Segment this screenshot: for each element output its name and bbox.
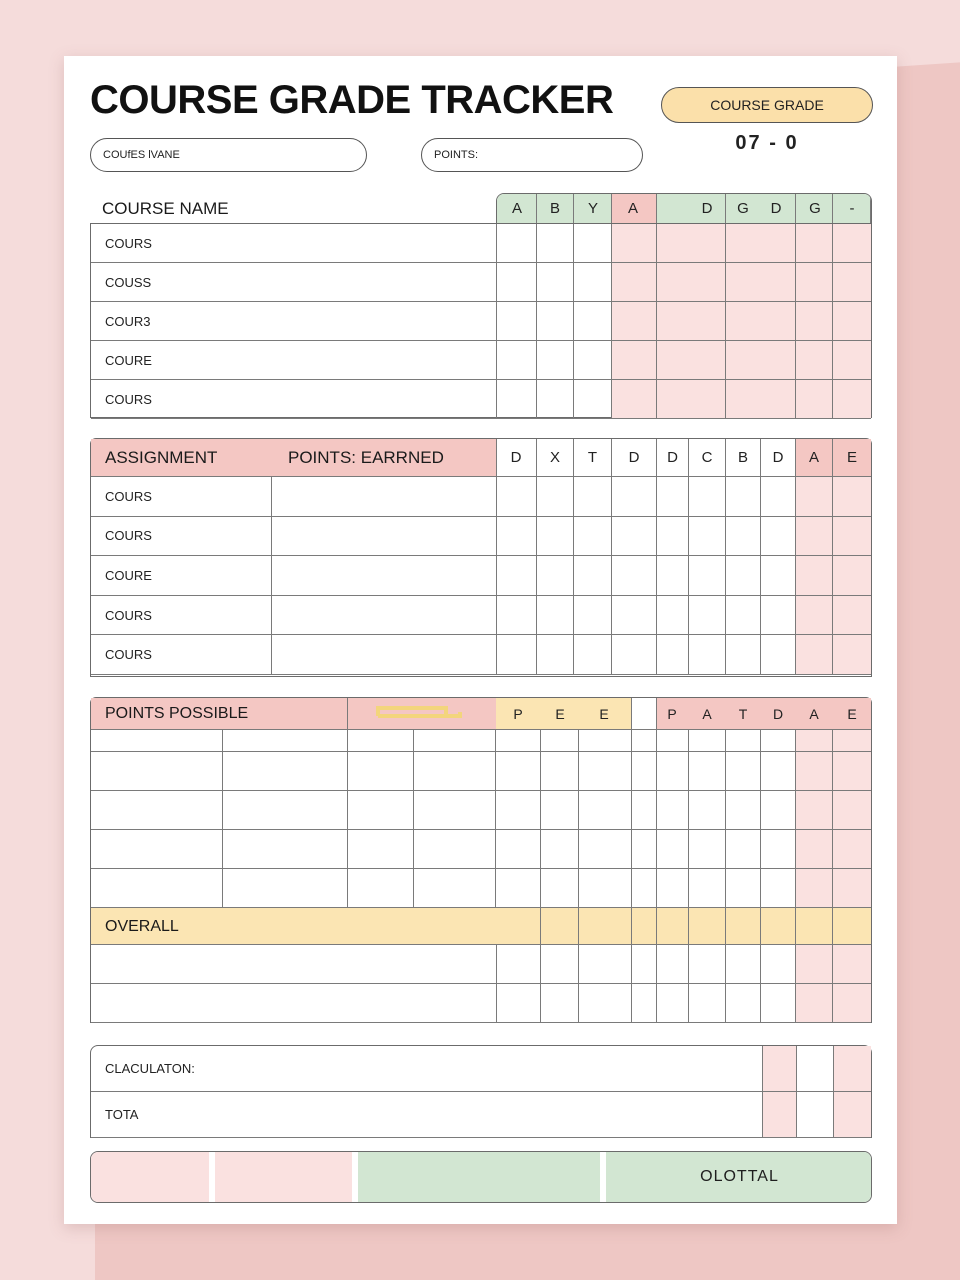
overall-detail-row-grade-cell[interactable] <box>726 945 761 984</box>
points-row-cell[interactable] <box>348 791 414 830</box>
calculation-cell[interactable] <box>763 1046 797 1092</box>
points-row-cell[interactable] <box>414 830 496 869</box>
course-grade-cell[interactable] <box>574 263 612 302</box>
assignment-column-header: E <box>833 439 871 477</box>
overall-grade-cell <box>796 908 833 945</box>
points-row-grade-cell[interactable] <box>657 752 689 791</box>
assignment-column-header: X <box>537 439 574 477</box>
points-column-header: P <box>513 706 523 722</box>
points-row-grade-cell[interactable] <box>657 791 689 830</box>
course-grade-cell[interactable] <box>726 341 796 380</box>
points-column-header: P <box>667 706 677 722</box>
points-subheader-cell[interactable] <box>348 730 414 752</box>
course-grade-cell[interactable] <box>574 380 612 419</box>
assignment-grade-cell[interactable] <box>496 517 537 557</box>
calculation-cell[interactable] <box>834 1046 871 1092</box>
total-cell[interactable] <box>834 1092 871 1138</box>
assignment-grade-cell[interactable] <box>761 477 796 517</box>
course-grade-cell[interactable] <box>612 263 657 302</box>
points-subheader-grade-cell[interactable] <box>657 730 689 752</box>
points-row-grade-cell[interactable] <box>632 752 657 791</box>
assignment-row-name[interactable]: COURS <box>91 596 272 636</box>
assignment-grade-cell[interactable] <box>689 517 726 557</box>
overall-grade-cell <box>726 908 761 945</box>
course-column-header: Y <box>587 200 598 217</box>
assignment-grade-cell[interactable] <box>574 556 612 596</box>
points-row-grade-cell[interactable] <box>541 869 579 908</box>
points-column-header: T <box>738 706 748 722</box>
course-grade-value: 07 - 0 <box>735 132 799 154</box>
assignment-grade-cell[interactable] <box>761 517 796 557</box>
assignment-points-cell[interactable] <box>272 556 497 596</box>
course-column-header: A <box>627 200 638 217</box>
assignment-grade-cell[interactable] <box>537 517 574 557</box>
points-column-header: E <box>555 706 565 722</box>
assignment-points-cell[interactable] <box>272 635 497 675</box>
overall-detail-row-grade-cell[interactable] <box>833 945 871 984</box>
points-subheader-grade-cell[interactable] <box>579 730 632 752</box>
points-column-header: A <box>702 706 712 722</box>
course-row-name[interactable]: COURE <box>91 341 497 380</box>
course-column-header: A <box>511 200 522 217</box>
points-row-grade-cell[interactable] <box>579 830 632 869</box>
course-grade-cell[interactable] <box>496 224 537 263</box>
assignment-grade-cell[interactable] <box>833 635 871 675</box>
course-grade-cell[interactable] <box>612 224 657 263</box>
course-grade-cell[interactable] <box>574 302 612 341</box>
overall-grade-cell <box>657 908 689 945</box>
assignment-grade-cell[interactable] <box>612 635 657 675</box>
overall-grade-cell <box>689 908 726 945</box>
assignment-grade-cell[interactable] <box>761 596 796 636</box>
footer-total-label: OLOTTAL <box>700 1168 779 1185</box>
points-row-cell[interactable] <box>91 869 223 908</box>
assignment-table <box>90 438 872 677</box>
assignment-grade-cell[interactable] <box>761 556 796 596</box>
assignment-column-header: D <box>761 439 796 477</box>
overall-detail-row-grade-cell[interactable] <box>579 984 632 1023</box>
points-row-grade-cell[interactable] <box>689 830 726 869</box>
assignment-grade-cell[interactable] <box>496 477 537 517</box>
assignment-grade-cell[interactable] <box>657 477 689 517</box>
course-grade-cell[interactable] <box>496 380 537 419</box>
overall-detail-row-grade-cell[interactable] <box>496 984 541 1023</box>
points-possible-header-label: POINTS POSSIBLE <box>105 705 249 722</box>
points-row-grade-cell[interactable] <box>541 752 579 791</box>
points-row-grade-cell[interactable] <box>726 830 761 869</box>
points-row-cell[interactable] <box>223 791 348 830</box>
points-row-grade-cell[interactable] <box>632 830 657 869</box>
points-row-cell[interactable] <box>414 791 496 830</box>
course-grade-cell[interactable] <box>796 302 833 341</box>
assignment-grade-cell[interactable] <box>574 477 612 517</box>
calculation-cell[interactable] <box>797 1046 834 1092</box>
points-subheader-grade-cell[interactable] <box>761 730 796 752</box>
overall-detail-row-grade-cell[interactable] <box>496 945 541 984</box>
page-title: COURSE GRADE TRACKER <box>90 78 614 122</box>
overall-detail-row-grade-cell[interactable] <box>632 945 657 984</box>
points-row-cell[interactable] <box>414 752 496 791</box>
points-row-grade-cell[interactable] <box>579 869 632 908</box>
course-grade-cell[interactable] <box>833 302 871 341</box>
assignment-grade-cell[interactable] <box>761 635 796 675</box>
footer-segment-1 <box>91 1152 209 1202</box>
assignment-grade-cell[interactable] <box>689 635 726 675</box>
assignment-grade-cell[interactable] <box>612 517 657 557</box>
course-header-cell <box>871 194 872 223</box>
overall-grade-cell <box>579 908 632 945</box>
course-grade-cell[interactable] <box>537 380 574 419</box>
points-row-cell[interactable] <box>223 830 348 869</box>
points-row-grade-cell[interactable] <box>796 791 833 830</box>
course-grade-cell[interactable] <box>796 341 833 380</box>
overall-detail-row-grade-cell[interactable] <box>689 945 726 984</box>
points-row-grade-cell[interactable] <box>632 869 657 908</box>
overall-detail-row-grade-cell[interactable] <box>796 945 833 984</box>
course-column-header: - <box>849 200 855 217</box>
course-grade-badge <box>661 87 873 123</box>
tracker-sheet <box>64 56 897 1224</box>
points-row-grade-cell[interactable] <box>579 791 632 830</box>
course-row-name[interactable]: COURS <box>91 380 497 419</box>
assignment-grade-cell[interactable] <box>796 635 833 675</box>
course-grade-cell[interactable] <box>833 224 871 263</box>
points-header-cell <box>632 698 657 730</box>
assignment-grade-cell[interactable] <box>612 556 657 596</box>
overall-detail-row-grade-cell[interactable] <box>657 984 689 1023</box>
course-grade-cell[interactable] <box>612 341 657 380</box>
points-field[interactable] <box>421 138 643 172</box>
assignment-grade-cell[interactable] <box>726 477 761 517</box>
course-grade-cell[interactable] <box>833 263 871 302</box>
points-row-grade-cell[interactable] <box>796 869 833 908</box>
assignment-grade-cell[interactable] <box>574 596 612 636</box>
assignment-grade-cell[interactable] <box>689 596 726 636</box>
course-grade-cell[interactable] <box>612 380 657 419</box>
course-grade-cell[interactable] <box>657 224 726 263</box>
points-row-grade-cell[interactable] <box>541 791 579 830</box>
points-subheader-cell[interactable] <box>414 730 496 752</box>
assignment-grade-cell[interactable] <box>726 635 761 675</box>
overall-detail-row-grade-cell[interactable] <box>761 984 796 1023</box>
assignment-column-header: C <box>689 439 726 477</box>
course-grade-cell[interactable] <box>496 341 537 380</box>
assignment-grade-cell[interactable] <box>726 596 761 636</box>
assignment-grade-cell[interactable] <box>726 517 761 557</box>
course-grade-cell[interactable] <box>574 224 612 263</box>
points-row-grade-cell[interactable] <box>726 791 761 830</box>
assignment-grade-cell[interactable] <box>574 635 612 675</box>
points-row-grade-cell[interactable] <box>496 830 541 869</box>
course-grade-cell[interactable] <box>657 341 726 380</box>
assignment-grade-cell[interactable] <box>612 477 657 517</box>
assignment-grade-cell[interactable] <box>657 556 689 596</box>
bracket-icon <box>348 698 496 730</box>
course-row-name[interactable]: COUSS <box>91 263 497 302</box>
overall-detail-row-grade-cell[interactable] <box>726 984 761 1023</box>
overall-detail-row-grade-cell[interactable] <box>761 945 796 984</box>
points-row-grade-cell[interactable] <box>761 752 796 791</box>
points-row-cell[interactable] <box>91 791 223 830</box>
overall-detail-row-grade-cell[interactable] <box>689 984 726 1023</box>
points-row-grade-cell[interactable] <box>689 869 726 908</box>
assignment-points-cell[interactable] <box>272 477 497 517</box>
assignment-row-name[interactable]: COURE <box>91 556 272 596</box>
course-grade-cell[interactable] <box>574 341 612 380</box>
overall-grade-cell <box>761 908 796 945</box>
overall-detail-row-grade-cell[interactable] <box>833 984 871 1023</box>
points-earned-label: POINTS: EARRNED <box>288 448 444 467</box>
points-row-grade-cell[interactable] <box>579 752 632 791</box>
course-grade-cell[interactable] <box>657 263 726 302</box>
overall-detail-row-grade-cell[interactable] <box>579 945 632 984</box>
assignment-column-header: D <box>612 439 657 477</box>
overall-detail-row-grade-cell[interactable] <box>541 945 579 984</box>
points-row-grade-cell[interactable] <box>689 752 726 791</box>
points-possible-table <box>90 697 872 1023</box>
course-name-field[interactable] <box>90 138 367 172</box>
points-row-grade-cell[interactable] <box>833 791 871 830</box>
points-row-grade-cell[interactable] <box>541 830 579 869</box>
overall-grade-cell <box>496 908 541 945</box>
total-cell[interactable] <box>797 1092 834 1138</box>
total-cell[interactable] <box>763 1092 797 1138</box>
assignment-row-name[interactable]: COURS <box>91 477 272 517</box>
course-grade-cell[interactable] <box>796 380 833 419</box>
points-row-grade-cell[interactable] <box>833 830 871 869</box>
points-row-cell[interactable] <box>91 752 223 791</box>
points-row-grade-cell[interactable] <box>796 752 833 791</box>
points-row-grade-cell[interactable] <box>496 752 541 791</box>
footer-bar <box>90 1151 872 1203</box>
course-name-field-label: COUfES lVANE <box>103 149 180 161</box>
course-table <box>90 223 872 418</box>
points-row-cell[interactable] <box>348 869 414 908</box>
points-row-grade-cell[interactable] <box>657 869 689 908</box>
assignment-grade-cell[interactable] <box>537 477 574 517</box>
assignment-column-header: D <box>657 439 689 477</box>
assignment-grade-cell[interactable] <box>833 596 871 636</box>
assignment-column-header: B <box>726 439 761 477</box>
assignment-row-name[interactable]: COURS <box>91 635 272 675</box>
overall-label: OVERALL <box>105 917 179 935</box>
assignment-row-name[interactable]: COURS <box>91 517 272 557</box>
assignment-column-header: A <box>796 439 833 477</box>
assignment-grade-cell[interactable] <box>496 556 537 596</box>
overall-detail-row-grade-cell[interactable] <box>541 984 579 1023</box>
assignment-grade-cell[interactable] <box>496 596 537 636</box>
assignment-grade-cell[interactable] <box>537 556 574 596</box>
assignment-column-header: T <box>574 439 612 477</box>
assignment-points-cell[interactable] <box>272 517 497 557</box>
assignment-grade-cell[interactable] <box>796 596 833 636</box>
assignment-grade-cell[interactable] <box>833 556 871 596</box>
overall-detail-row-cell[interactable] <box>91 984 497 1023</box>
course-grade-cell[interactable] <box>796 224 833 263</box>
course-grade-cell[interactable] <box>657 380 726 419</box>
points-subheader-grade-cell[interactable] <box>496 730 541 752</box>
assignment-grade-cell[interactable] <box>726 556 761 596</box>
overall-grade-cell <box>632 908 657 945</box>
course-row-name[interactable]: COUR3 <box>91 302 497 341</box>
assignment-grade-cell[interactable] <box>833 477 871 517</box>
assignment-grade-cell[interactable] <box>657 635 689 675</box>
points-row-cell[interactable] <box>223 752 348 791</box>
points-row-grade-cell[interactable] <box>689 791 726 830</box>
course-grade-cell[interactable] <box>496 263 537 302</box>
assignment-grade-cell[interactable] <box>796 556 833 596</box>
overall-detail-row-cell[interactable] <box>91 945 497 984</box>
points-row-cell[interactable] <box>414 869 496 908</box>
course-grade-cell[interactable] <box>726 263 796 302</box>
assignment-grade-cell[interactable] <box>657 596 689 636</box>
points-row-grade-cell[interactable] <box>761 869 796 908</box>
points-row-cell[interactable] <box>91 830 223 869</box>
course-grade-cell[interactable] <box>796 263 833 302</box>
course-grade-cell[interactable] <box>726 380 796 419</box>
overall-detail-row-grade-cell[interactable] <box>632 984 657 1023</box>
points-row-grade-cell[interactable] <box>761 830 796 869</box>
points-row-grade-cell[interactable] <box>657 830 689 869</box>
points-subheader-cell[interactable] <box>223 730 348 752</box>
course-grade-cell[interactable] <box>833 341 871 380</box>
points-column-header: E <box>847 706 857 722</box>
assignment-grade-cell[interactable] <box>574 517 612 557</box>
course-column-header: G <box>809 200 821 217</box>
course-grade-cell[interactable] <box>612 302 657 341</box>
assignment-header-label: ASSIGNMENT <box>105 448 218 467</box>
course-grade-label: COURSE GRADE <box>710 97 824 113</box>
course-table-header-label: COURSE NAME <box>102 199 229 218</box>
course-table-header <box>496 193 872 224</box>
course-column-header: G <box>737 200 749 217</box>
points-row-cell[interactable] <box>223 869 348 908</box>
points-possible-header-cell <box>348 698 497 730</box>
course-grade-cell[interactable] <box>537 224 574 263</box>
points-column-header: A <box>809 706 819 722</box>
assignment-grade-cell[interactable] <box>689 477 726 517</box>
calculation-label: CLACULATON: <box>91 1046 763 1092</box>
footer-total <box>606 1152 872 1202</box>
points-row-grade-cell[interactable] <box>833 869 871 908</box>
course-grade-cell[interactable] <box>537 341 574 380</box>
assignment-grade-cell[interactable] <box>796 517 833 557</box>
assignment-points-cell[interactable] <box>272 596 497 636</box>
overall-grade-cell <box>541 908 579 945</box>
course-row-name[interactable]: COURS <box>91 224 497 263</box>
points-row-grade-cell[interactable] <box>726 869 761 908</box>
assignment-grade-cell[interactable] <box>657 517 689 557</box>
assignment-grade-cell[interactable] <box>612 596 657 636</box>
points-column-header: D <box>772 706 784 722</box>
points-column-header: E <box>599 706 609 722</box>
points-row-grade-cell[interactable] <box>496 791 541 830</box>
points-field-label: POINTS: <box>434 149 479 161</box>
points-subheader-cell[interactable] <box>91 730 223 752</box>
assignment-grade-cell[interactable] <box>496 635 537 675</box>
points-subheader-grade-cell[interactable] <box>796 730 833 752</box>
footer-segment-2 <box>215 1152 352 1202</box>
course-grade-cell[interactable] <box>726 302 796 341</box>
points-row-grade-cell[interactable] <box>761 791 796 830</box>
course-grade-cell[interactable] <box>726 224 796 263</box>
course-column-header: D <box>770 200 782 217</box>
points-subheader-grade-cell[interactable] <box>632 730 657 752</box>
points-subheader-grade-cell[interactable] <box>689 730 726 752</box>
course-grade-cell[interactable] <box>657 302 726 341</box>
assignment-grade-cell[interactable] <box>833 517 871 557</box>
assignment-grade-cell[interactable] <box>796 477 833 517</box>
assignment-column-header: D <box>496 439 537 477</box>
points-subheader-grade-cell[interactable] <box>541 730 579 752</box>
points-subheader-grade-cell[interactable] <box>726 730 761 752</box>
total-label: TOTA <box>91 1092 763 1138</box>
points-row-cell[interactable] <box>348 830 414 869</box>
overall-detail-row-grade-cell[interactable] <box>657 945 689 984</box>
assignment-grade-cell[interactable] <box>537 635 574 675</box>
points-row-grade-cell[interactable] <box>726 752 761 791</box>
course-grade-cell[interactable] <box>833 380 871 419</box>
points-row-grade-cell[interactable] <box>833 752 871 791</box>
course-column-header: D <box>701 200 713 217</box>
course-grade-cell[interactable] <box>496 302 537 341</box>
points-row-grade-cell[interactable] <box>796 830 833 869</box>
points-row-cell[interactable] <box>348 752 414 791</box>
footer-segment-3 <box>358 1152 600 1202</box>
points-row-grade-cell[interactable] <box>496 869 541 908</box>
course-grade-cell[interactable] <box>537 263 574 302</box>
points-row-grade-cell[interactable] <box>632 791 657 830</box>
course-grade-cell[interactable] <box>537 302 574 341</box>
overall-detail-row-grade-cell[interactable] <box>796 984 833 1023</box>
points-subheader-grade-cell[interactable] <box>833 730 871 752</box>
assignment-grade-cell[interactable] <box>537 596 574 636</box>
course-column-header: B <box>549 200 560 217</box>
summary-table <box>90 1045 872 1138</box>
assignment-grade-cell[interactable] <box>689 556 726 596</box>
